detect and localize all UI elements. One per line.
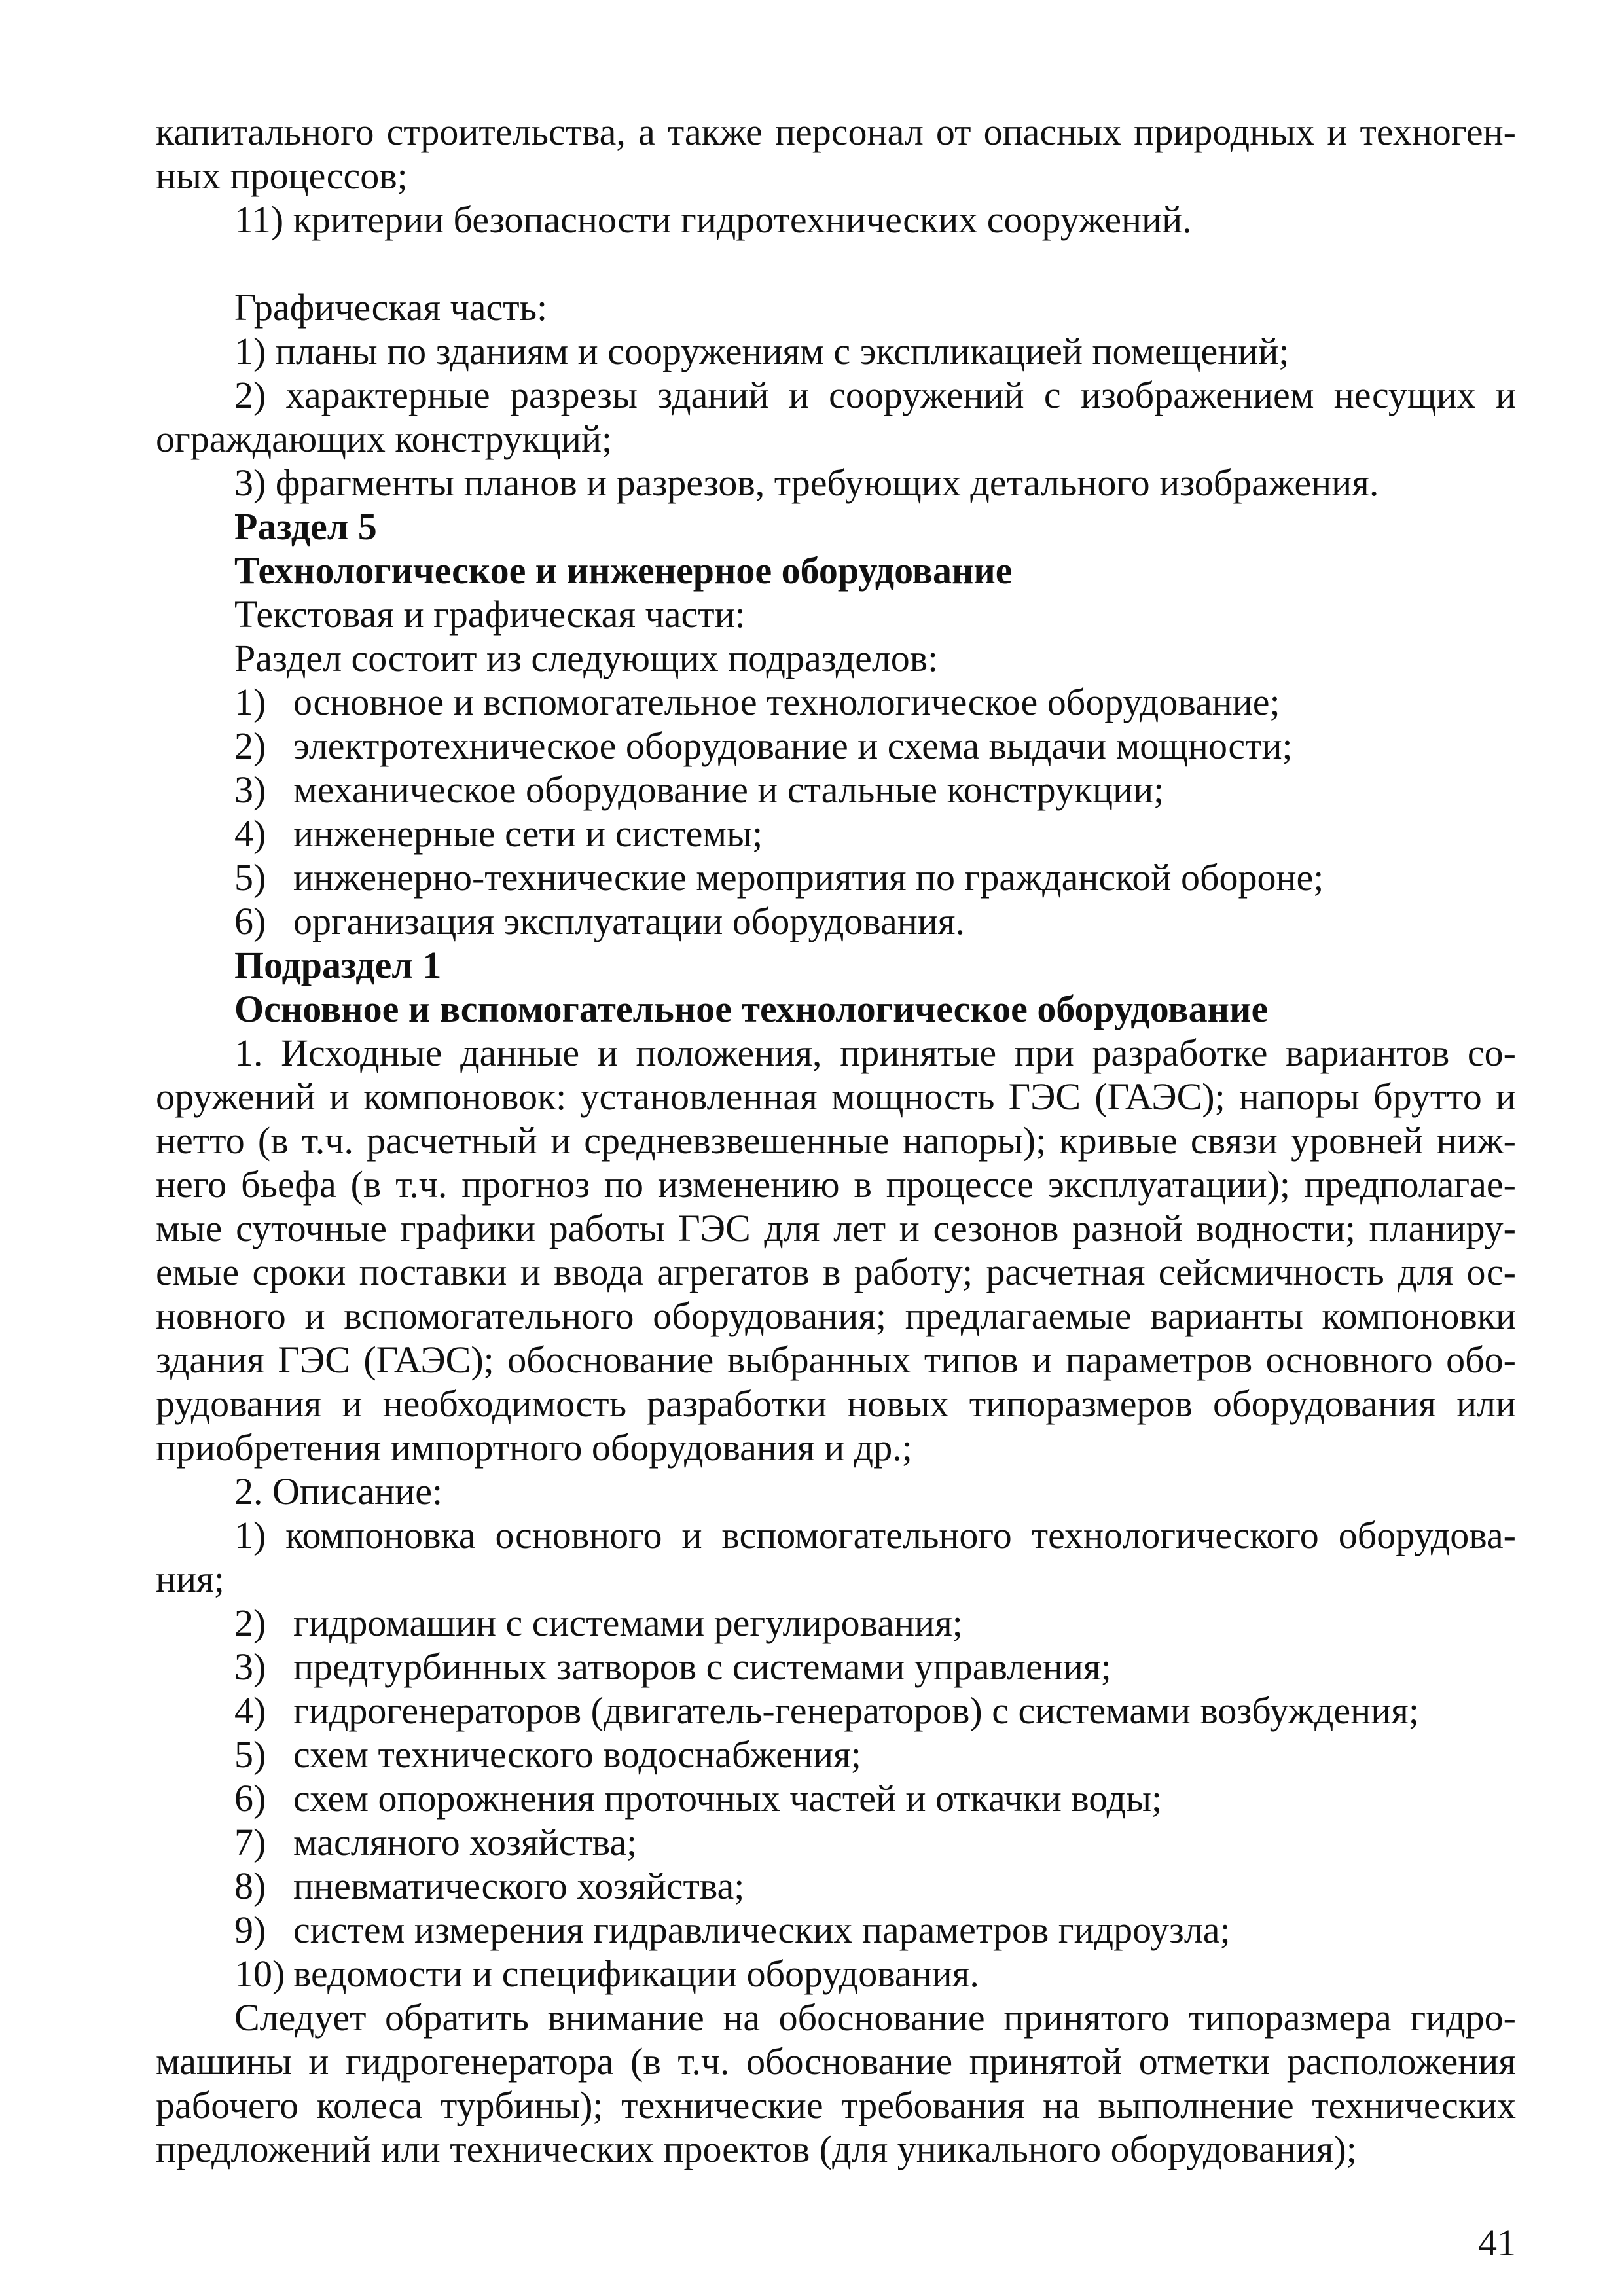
list-item-number: 7) [234, 1821, 266, 1863]
list-item-number: 6) [234, 1777, 266, 1820]
list-item-number: 3) [234, 1645, 266, 1688]
list-item-text: предтурбинных затворов с системами управления; [293, 1645, 1111, 1688]
list-item [156, 1732, 1516, 1776]
list-item [156, 724, 1516, 768]
list-item-text: масляного хозяйства; [293, 1821, 638, 1863]
list-item-number: 4) [234, 1689, 266, 1732]
list-item-number: 4) [234, 812, 266, 855]
paragraph: 11) критерии безопасности гидротехнических сооружений. [234, 198, 1192, 241]
paragraph: 2. Описание: [234, 1470, 443, 1513]
list-item-text: механическое оборудование и стальные конструкции; [293, 768, 1164, 811]
list-item-text: схем опорожнения проточных частей и откачки воды; [293, 1777, 1163, 1820]
section-heading: Технологическое и инженерное оборудование [234, 549, 1013, 592]
paragraph: 2) характерные разрезы зданий и сооружений с изображением несущих и ограждающих конструкций; [156, 374, 1516, 460]
list-item-number: 5) [234, 1733, 266, 1776]
list-item [156, 899, 1516, 943]
list-item-text: инженерные сети и системы; [293, 812, 763, 855]
list-item-text: пневматического хозяйства; [293, 1865, 745, 1907]
paragraph: Раздел состоит из следующих подразделов: [234, 637, 939, 679]
list-item-text: организация эксплуатации оборудования. [293, 900, 965, 942]
list-item [156, 855, 1516, 899]
paragraph: 1. Исходные данные и положения, принятые при разработке вариантов со-оружений и компоновок: установленная мощность ГЭС (ГАЭС); напоры брутто и нетто (в т.ч. расчетный и средневзвешенные напоры); кривые связи уровней ниж-него бьефа (в т.ч. прогноз по изменению в процессе эксплуатации); предполагае-мые суточные графики работы ГЭС для лет и сезонов разной водности; планиру-емые сроки поставки и ввода агрегатов в работу; расчетная сейсмичность для ос-новного и вспомогательного оборудования; предлагаемые варианты компоновки здания ГЭС (ГАЭС); обоснование выбранных типов и параметров основного обо-рудования и необходимость разработки новых типоразмеров оборудования или приобретения импортного оборудования и др.; [156, 1031, 1516, 1469]
list-item-text: основное и вспомогательное технологическое оборудование; [293, 681, 1280, 723]
list-item-number: 2) [234, 725, 266, 767]
list-item-text: гидромашин с системами регулирования; [293, 1602, 963, 1644]
page-number: 41 [1478, 2221, 1516, 2264]
paragraph: 1) компоновка основного и вспомогательного технологического оборудова-ния; [156, 1514, 1516, 1600]
list-item-number: 3) [234, 768, 266, 811]
list-item [156, 1645, 1516, 1689]
paragraph: капитального строительства, а также персонал от опасных природных и техноген-ных процессов; [156, 111, 1516, 197]
list-item-text: систем измерения гидравлических параметров гидроузла; [293, 1909, 1231, 1951]
list-item [156, 768, 1516, 812]
paragraph: Текстовая и графическая части: [234, 593, 746, 636]
list-item-number: 10) [234, 1952, 285, 1995]
list-item-text: схем технического водоснабжения; [293, 1733, 861, 1776]
section-heading: Основное и вспомогательное технологическое оборудование [234, 988, 1269, 1030]
list-item [156, 1601, 1516, 1645]
section-heading: Раздел 5 [234, 505, 377, 548]
list-item-number: 6) [234, 900, 266, 942]
paragraph: Следует обратить внимание на обоснование принятого типоразмера гидро-машины и гидрогенератора (в т.ч. обоснование принятой отметки расположения рабочего колеса турбины); технические требования на выполнение технических предложений или технических проектов (для уникального оборудования); [156, 1996, 1516, 2170]
list-item-number: 8) [234, 1865, 266, 1907]
blank-line [156, 242, 1516, 285]
list-item [156, 1908, 1516, 1952]
list-item-number: 5) [234, 856, 266, 899]
section-heading: Подраздел 1 [234, 944, 442, 986]
list-item-number: 2) [234, 1602, 266, 1644]
paragraph: Графическая часть: [234, 286, 548, 329]
page-body [156, 110, 1516, 2171]
list-item [156, 1689, 1516, 1732]
list-item [156, 1820, 1516, 1864]
list-item [156, 680, 1516, 724]
list-item-text: инженерно-технические мероприятия по гражданской обороне; [293, 856, 1324, 899]
list-item [156, 1864, 1516, 1908]
list-item-number: 9) [234, 1909, 266, 1951]
list-item [156, 812, 1516, 855]
list-item [156, 1776, 1516, 1820]
list-item-number: 1) [234, 681, 266, 723]
paragraph: 3) фрагменты планов и разрезов, требующих детального изображения. [234, 461, 1379, 504]
list-item-text: электротехническое оборудование и схема выдачи мощности; [293, 725, 1293, 767]
list-item-text: ведомости и спецификации оборудования. [293, 1952, 979, 1995]
list-item-text: гидрогенераторов (двигатель-генераторов) с системами возбуждения; [293, 1689, 1420, 1732]
list-item [156, 1952, 1516, 1996]
paragraph: 1) планы по зданиям и сооружениям с экспликацией помещений; [234, 330, 1290, 372]
